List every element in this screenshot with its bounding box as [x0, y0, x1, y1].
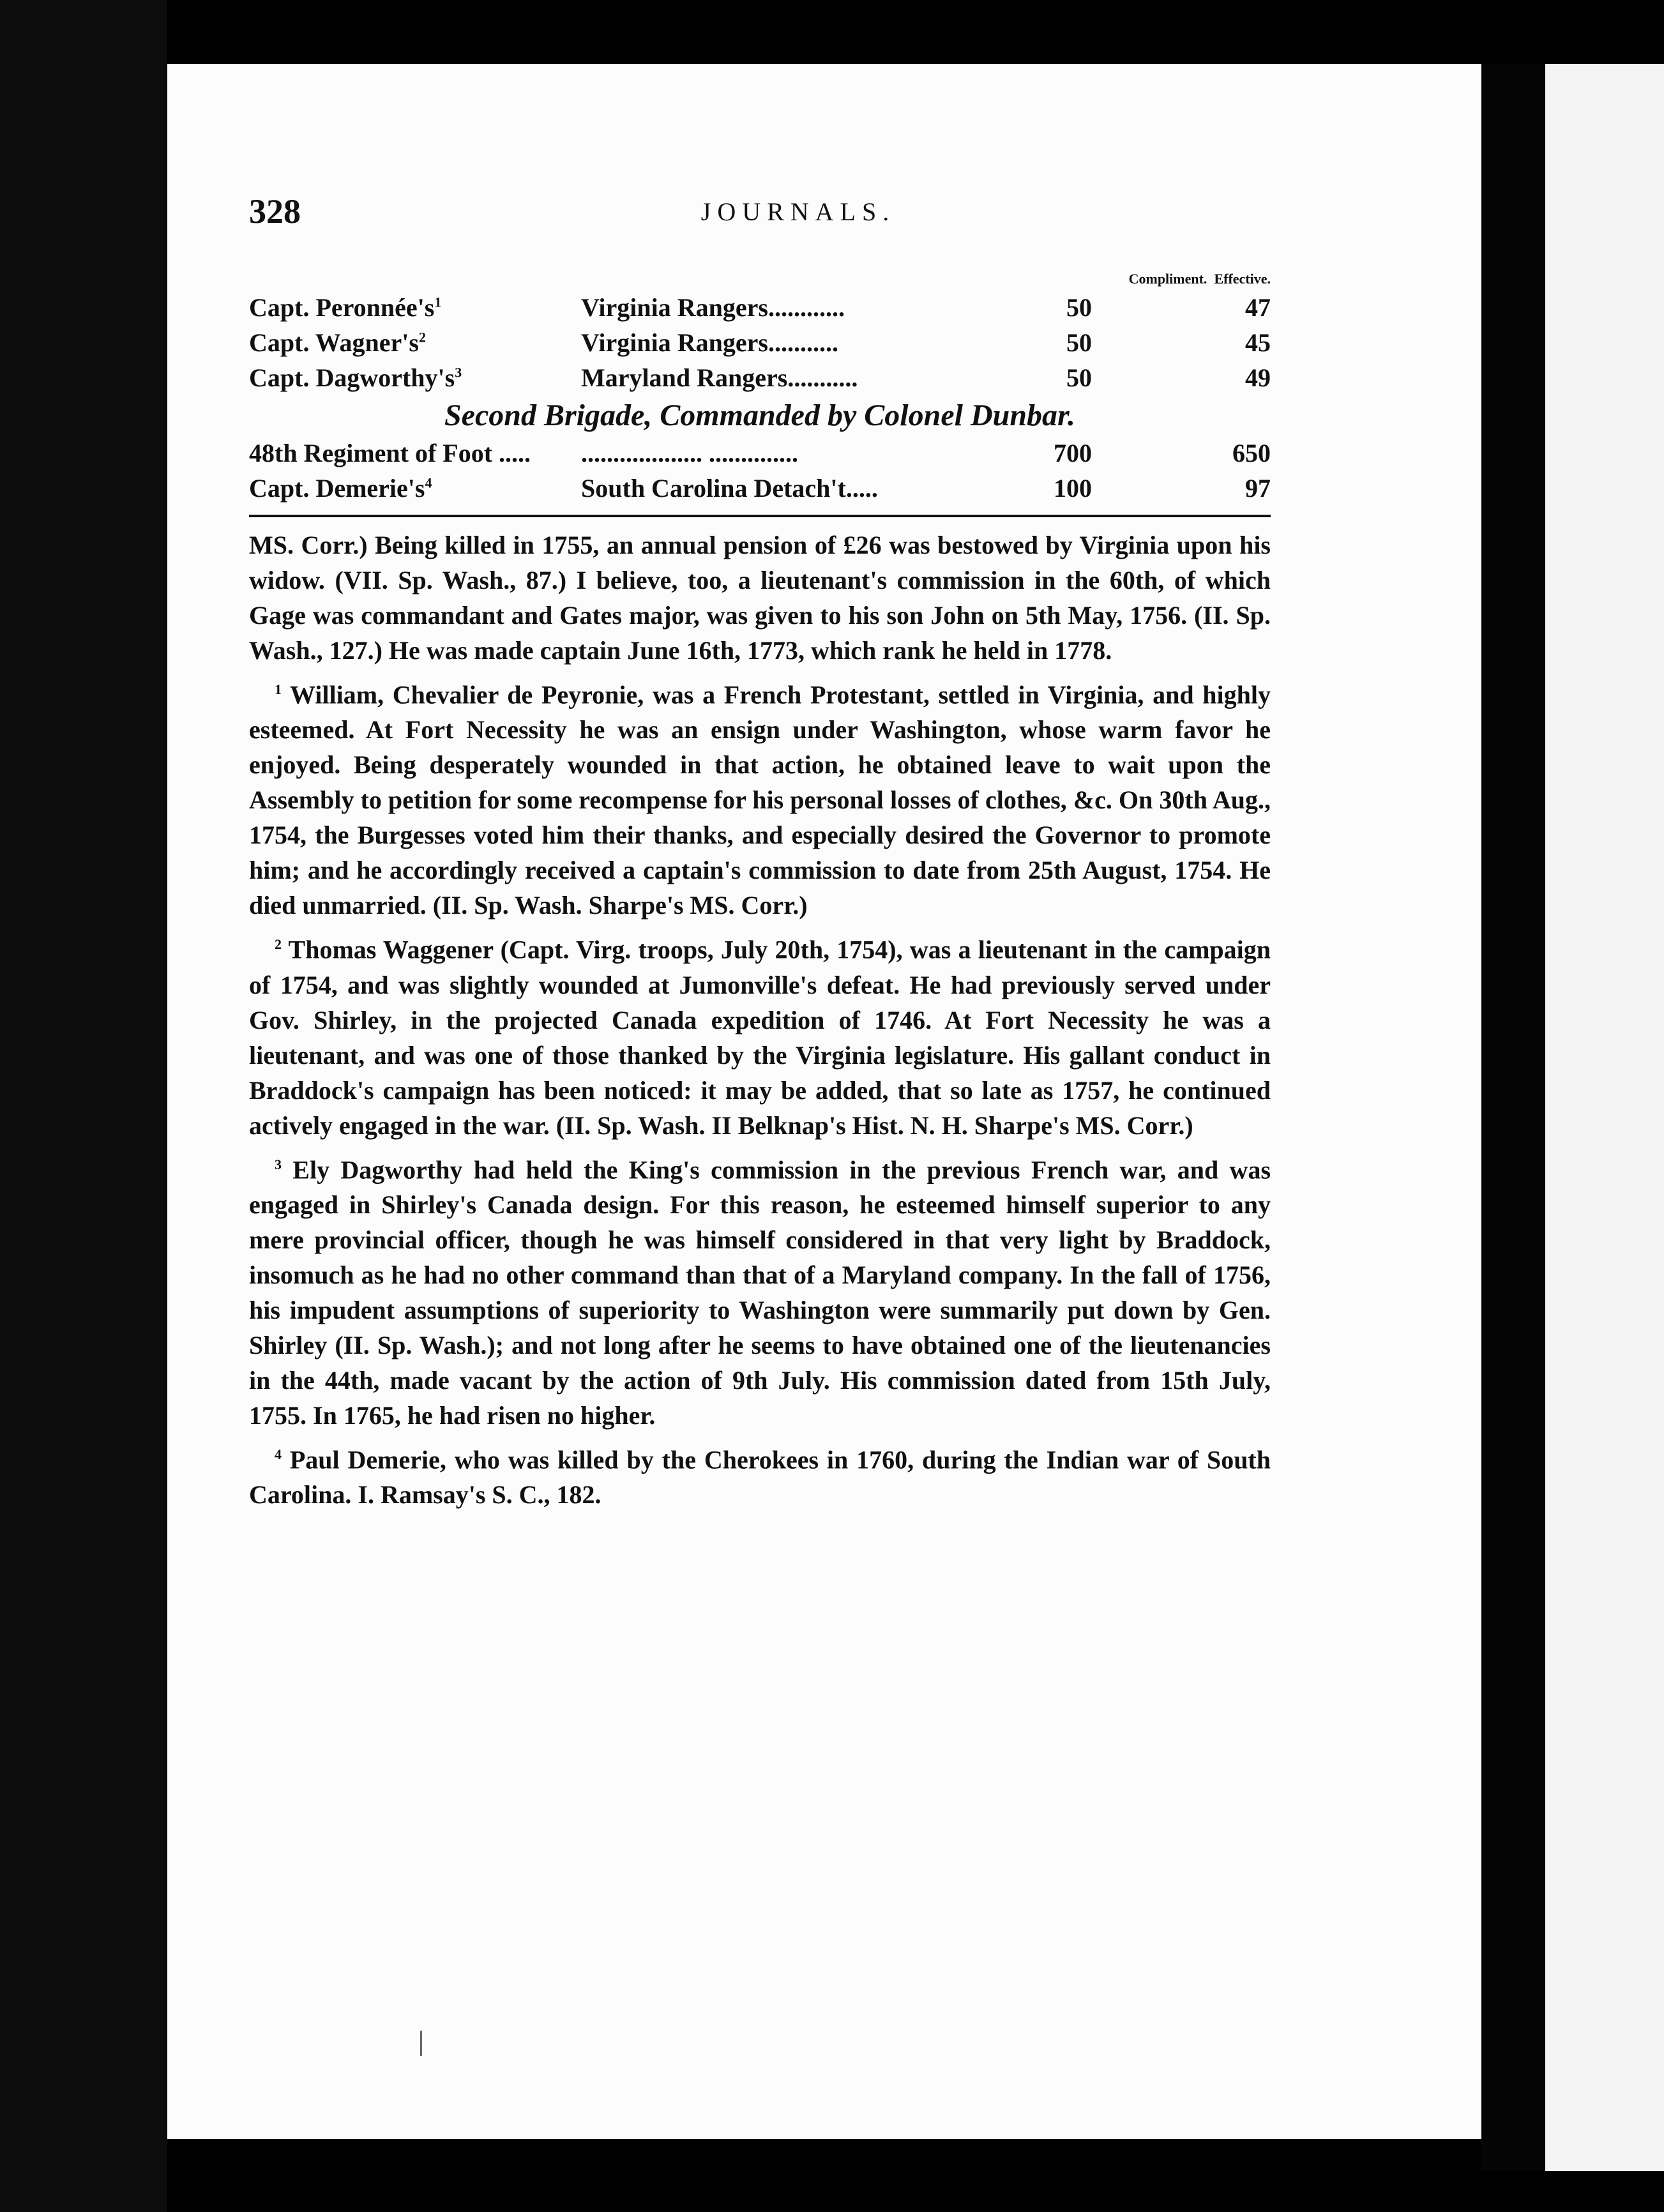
troop-table — [249, 268, 1271, 506]
company-name: Capt. Peronnée's — [249, 293, 435, 322]
brigade-heading: Second Brigade, Commanded by Colonel Dunbar. — [444, 398, 1076, 432]
table-header-row — [249, 268, 1271, 290]
page-number: 328 — [249, 192, 301, 231]
table-row — [249, 325, 1271, 360]
effective-value: 97 — [1245, 474, 1271, 503]
effective-value: 45 — [1245, 328, 1271, 357]
table-row — [249, 290, 1271, 325]
table-row — [249, 436, 1271, 471]
margin-mark — [420, 2031, 422, 2056]
footnote-text: William, Chevalier de Peyronie, was a French Protestant, settled in Virginia, and highly esteemed. At Fort Necessity he was an ensign under Washington, whose warm favor he enjoyed. Being desperately wounded in that action, he obtained leave to wait upon the Assembly to petition for some recompense for his personal losses of clothes, &c. On 30th Aug., 1754, the Burgesses voted him their thanks, and especially desired the Governor to promote him; and he accordingly received a captain's commission to date from 25th August, 1754. He died unmarried. (II. Sp. Wash. Sharpe's MS. Corr.) — [249, 680, 1271, 920]
header-compliment: Compliment. — [1128, 271, 1207, 287]
footnote-text: Ely Dagworthy had held the King's commission in the previous French war, and was engaged in Shirley's Canada design. For this reason, he esteemed himself superior to any mere provincial officer, though he was himself considered in that very light by Braddock, insomuch as he had no other command than that of a Maryland company. In the fall of 1756, his impudent assumptions of superiority to Washington were summarily put down by Gen. Shirley (II. Sp. Wash.); and not long after he seems to have obtained one of the lieutenancies in the 44th, made vacant by the action of 9th July. His commission dated from 15th July, 1755. In 1765, he had risen no higher. — [249, 1155, 1271, 1430]
effective-value: 650 — [1232, 439, 1271, 467]
footnote-2 — [249, 927, 1271, 1142]
compliment-value: 50 — [1066, 328, 1092, 357]
footnote-marker: 3 — [275, 1156, 282, 1172]
footnote-3 — [249, 1147, 1271, 1433]
company-name: 48th Regiment of Foot ..... — [249, 439, 531, 467]
footnote-4 — [249, 1437, 1271, 1512]
brigade-heading-row — [249, 395, 1271, 436]
footnote-marker: 2 — [275, 936, 282, 953]
note-marker: 1 — [434, 294, 442, 310]
note-marker: 3 — [455, 364, 462, 381]
note-marker: 4 — [425, 474, 432, 491]
scan-gutter — [1481, 64, 1545, 2171]
facing-page-edge — [1545, 64, 1664, 2171]
footnote-1 — [249, 672, 1271, 923]
unit-name: Virginia Rangers............ — [581, 293, 845, 322]
header-effective: Effective. — [1214, 271, 1271, 287]
table-row — [249, 471, 1271, 506]
table-row — [249, 360, 1271, 395]
effective-value: 49 — [1245, 363, 1271, 392]
running-title: JOURNALS. — [700, 197, 896, 226]
footnote-divider — [249, 515, 1271, 517]
compliment-value: 700 — [1053, 439, 1092, 467]
scan-left-margin — [0, 0, 167, 2212]
running-head — [249, 192, 1271, 243]
unit-name: Virginia Rangers........... — [581, 328, 838, 357]
unit-name: South Carolina Detach't..... — [581, 474, 878, 503]
compliment-value: 50 — [1066, 293, 1092, 322]
footnote-continuation: MS. Corr.) Being killed in 1755, an annual pension of £26 was bestowed by Virginia upon his widow. (VII. Sp. Wash., 87.) I believe, too, a lieutenant's commission in the 60th, of which Gage was commandant and Gates major, was given to his son John on 5th May, 1756. (II. Sp. Wash., 127.) He was made captain June 16th, 1773, which rank he held in 1778. — [249, 531, 1271, 665]
effective-value: 47 — [1245, 293, 1271, 322]
footnote-text: Paul Demerie, who was killed by the Cherokees in 1760, during the Indian war of South Carolina. I. Ramsay's S. C., 182. — [249, 1445, 1271, 1510]
unit-name: ................... .............. — [581, 439, 798, 467]
compliment-value: 50 — [1066, 363, 1092, 392]
company-name: Capt. Wagner's — [249, 328, 419, 357]
footnote-marker: 1 — [275, 681, 282, 697]
compliment-value: 100 — [1053, 474, 1092, 503]
column-headers — [913, 268, 1271, 290]
unit-name: Maryland Rangers........... — [581, 363, 858, 392]
footnote-marker: 4 — [275, 1446, 282, 1462]
footnote-text: Thomas Waggener (Capt. Virg. troops, July 20th, 1754), was a lieutenant in the campaign of 1754, and was slightly wounded at Jumonville's defeat. He had previously served under Gov. Shirley, in the projected Canada expedition of 1746. At Fort Necessity he was a lieutenant, and was one of those thanked by the Virginia legislature. His gallant conduct in Braddock's campaign has been noticed: it may be added, that so late as 1757, he continued actively engaged in the war. (II. Sp. Wash. II Belknap's Hist. N. H. Sharpe's MS. Corr.) — [249, 935, 1271, 1140]
company-name: Capt. Demerie's — [249, 474, 425, 503]
note-marker: 2 — [418, 329, 426, 345]
company-name: Capt. Dagworthy's — [249, 363, 455, 392]
page-content — [249, 192, 1271, 1512]
footnotes — [249, 527, 1271, 1512]
